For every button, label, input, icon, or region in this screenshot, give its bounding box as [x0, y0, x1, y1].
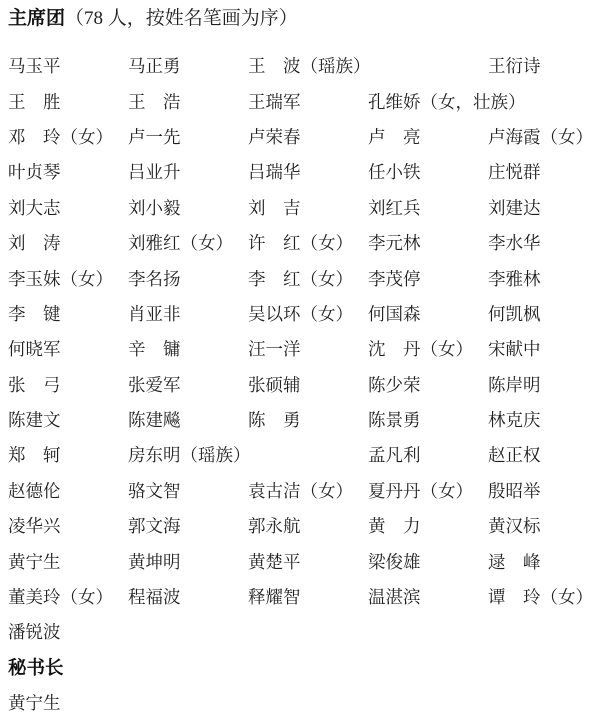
member-name: 刘大志	[8, 197, 61, 218]
member-name: 李 键	[8, 303, 61, 324]
member-name: 马正勇	[128, 56, 181, 77]
member-name: 邓 玲（女）	[8, 126, 113, 147]
name-row	[8, 367, 614, 402]
name-row	[8, 83, 614, 118]
presidium-title: 主席团	[8, 8, 66, 29]
name-row	[8, 685, 614, 720]
member-name: 卢一先	[128, 126, 181, 147]
name-row	[8, 190, 614, 225]
member-name: 何国森	[368, 303, 421, 324]
member-name: 刘 涛	[8, 233, 61, 254]
member-name: 黄坤明	[128, 551, 181, 572]
member-name: 郭永航	[248, 516, 301, 537]
member-name: 任小铁	[368, 162, 421, 183]
member-name: 黄宁生	[8, 551, 61, 572]
member-name: 孔维娇（女，壮族）	[368, 91, 526, 112]
member-name: 刘红兵	[368, 197, 421, 218]
member-name: 陈岸明	[488, 374, 541, 395]
member-name: 殷昭举	[488, 480, 541, 501]
member-name: 房东明（瑶族）	[128, 445, 251, 466]
member-name: 孟凡利	[368, 445, 421, 466]
name-row	[8, 296, 614, 331]
name-row	[8, 473, 614, 508]
member-name: 温湛滨	[368, 587, 421, 608]
presidium-title-note: （78 人，按姓名笔画为序）	[65, 8, 298, 29]
member-name: 黄汉标	[488, 516, 541, 537]
member-name: 刘建达	[488, 197, 541, 218]
member-name: 逯 峰	[488, 551, 541, 572]
member-name: 李名扬	[128, 268, 181, 289]
member-name: 张爱军	[128, 374, 181, 395]
member-name: 陈景勇	[368, 410, 421, 431]
member-name: 李茂停	[368, 268, 421, 289]
member-name: 陈 勇	[248, 410, 301, 431]
member-name: 释耀智	[248, 587, 301, 608]
name-row	[8, 331, 614, 366]
member-name: 卢 亮	[368, 126, 421, 147]
member-name: 李雅林	[488, 268, 541, 289]
secretary-general-heading: 秘书长	[8, 659, 64, 680]
member-name: 梁俊雄	[368, 551, 421, 572]
member-name: 赵正权	[488, 445, 541, 466]
member-name: 王瑞军	[248, 91, 301, 112]
member-name: 吕业升	[128, 162, 181, 183]
member-name: 夏丹丹（女）	[368, 480, 473, 501]
member-name: 郭文海	[128, 516, 181, 537]
name-row	[8, 48, 614, 83]
member-name: 程福波	[128, 587, 181, 608]
member-name: 刘雅红（女）	[128, 233, 233, 254]
member-name: 李水华	[488, 233, 541, 254]
member-name: 陈少荣	[368, 374, 421, 395]
member-name: 汪一洋	[248, 339, 301, 360]
member-name: 许 红（女）	[248, 233, 353, 254]
member-name: 黄 力	[368, 516, 421, 537]
member-name: 吕瑞华	[248, 162, 301, 183]
member-name: 卢荣春	[248, 126, 301, 147]
name-row	[8, 508, 614, 543]
member-name: 陈建文	[8, 410, 61, 431]
member-name: 沈 丹（女）	[368, 339, 473, 360]
name-row	[8, 119, 614, 154]
member-name: 黄楚平	[248, 551, 301, 572]
member-name: 王衍诗	[488, 56, 541, 77]
member-name: 叶贞琴	[8, 162, 61, 183]
member-name: 陈建飚	[128, 410, 181, 431]
member-name: 骆文智	[128, 480, 181, 501]
member-name: 肖亚非	[128, 303, 181, 324]
member-name: 何晓军	[8, 339, 61, 360]
secretary-name-list	[8, 685, 614, 720]
member-name: 李元林	[368, 233, 421, 254]
presidium-title-line	[8, 6, 614, 32]
member-name: 凌华兴	[8, 516, 61, 537]
member-name: 郑 轲	[8, 445, 61, 466]
member-name: 赵德伦	[8, 480, 61, 501]
member-name: 张硕辅	[248, 374, 301, 395]
name-row	[8, 614, 614, 649]
member-name: 王 浩	[128, 91, 181, 112]
member-name: 何凯枫	[488, 303, 541, 324]
name-row	[8, 437, 614, 472]
member-name: 卢海霞（女）	[488, 126, 593, 147]
member-name: 刘 吉	[248, 197, 301, 218]
presidium-name-list	[8, 48, 614, 650]
name-row	[8, 260, 614, 295]
member-name: 李玉妹（女）	[8, 268, 113, 289]
member-name: 谭 玲（女）	[488, 587, 593, 608]
name-row	[8, 543, 614, 578]
member-name: 林克庆	[488, 410, 541, 431]
name-row	[8, 225, 614, 260]
member-name: 王 波（瑶族）	[248, 56, 371, 77]
secretary-name: 黄宁生	[8, 693, 61, 714]
member-name: 董美玲（女）	[8, 587, 113, 608]
name-row	[8, 402, 614, 437]
name-row	[8, 579, 614, 614]
member-name: 李 红（女）	[248, 268, 353, 289]
member-name: 宋献中	[488, 339, 541, 360]
member-name: 王 胜	[8, 91, 61, 112]
member-name: 张 弓	[8, 374, 61, 395]
member-name: 潘锐波	[8, 622, 61, 643]
member-name: 庄悦群	[488, 162, 541, 183]
member-name: 刘小毅	[128, 197, 181, 218]
member-name: 袁古洁（女）	[248, 480, 353, 501]
name-row	[8, 154, 614, 189]
member-name: 吴以环（女）	[248, 303, 353, 324]
member-name: 马玉平	[8, 56, 61, 77]
member-name: 辛 镛	[128, 339, 181, 360]
